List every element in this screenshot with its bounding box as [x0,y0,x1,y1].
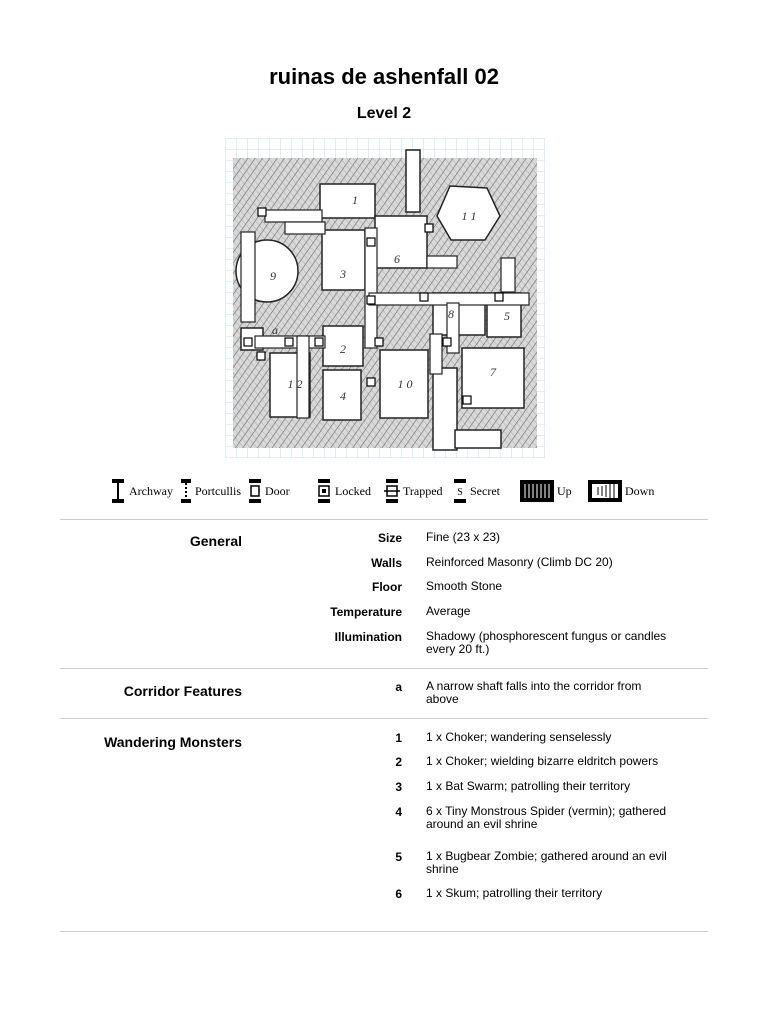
room-label-6: 6 [394,252,400,266]
monster-key-5: 5 [395,850,402,864]
room-label-10: 1 0 [397,377,413,391]
room-label-4: 4 [340,389,346,403]
legend-label: Trapped [403,483,443,498]
room-label-3: 3 [340,267,346,281]
monster-key-6: 6 [395,887,402,901]
floor-key: Floor [372,580,402,594]
monster-key-1: 1 [395,731,402,745]
secret-icon [453,479,467,503]
monster-key-4: 4 [395,805,402,819]
stairs-down-icon [588,479,622,503]
monster-value-3: 1 x Bat Swarm; patrolling their territory [426,779,631,793]
legend-label: Portcullis [195,483,242,498]
monster-value-6: 1 x Skum; patrolling their territory [426,886,603,900]
archway-icon [110,479,126,503]
legend-down [588,478,654,504]
legend-label: Down [625,483,655,498]
size-value: Fine (23 x 23) [426,530,501,544]
legend-label: Secret [470,483,500,498]
section-divider [60,718,708,719]
trapped-icon [384,479,400,503]
section-divider [60,519,708,520]
room-label-2: 2 [340,342,346,356]
room-label-1: 1 [352,193,358,207]
monster-key-3: 3 [395,780,402,794]
size-key: Size [377,531,402,545]
section-divider [60,931,708,932]
legend-portcullis [180,478,241,504]
wandering-section-label: Wandering Monsters [104,734,242,750]
walls-key: Walls [371,556,402,570]
locked-icon [316,479,332,503]
legend-trapped [384,478,443,504]
room-label-5: 5 [504,309,510,323]
temperature-value: Average [426,604,471,618]
room-label-7: 7 [490,365,496,379]
map-legend [110,478,670,504]
room-label-8: 8 [448,307,454,321]
walls-value: Reinforced Masonry (Climb DC 20) [426,555,613,569]
floor-value: Smooth Stone [426,579,503,593]
legend-archway [110,478,173,504]
legend-up [520,478,572,504]
monster-value-4: 6 x Tiny Monstrous Spider (vermin); gathered around an evil shrine [426,804,667,831]
legend-label: Door [265,483,290,498]
door-icon [248,479,262,503]
monster-value-1: 1 x Choker; wandering senselessly [426,730,612,744]
monster-value-2: 1 x Choker; wielding bizarre eldritch powers [426,754,659,768]
page-title: ruinas de ashenfall 02 [269,64,499,89]
legend-label: Locked [335,483,371,498]
svg-text:S: S [457,487,463,498]
legend-locked [316,478,371,504]
stairs-up-icon [520,479,554,503]
legend-label: Up [557,483,572,498]
legend-door [248,478,290,504]
corridor-section-label: Corridor Features [123,683,242,699]
level-subtitle: Level 2 [356,105,412,122]
monster-value-5: 1 x Bugbear Zombie; gathered around an evil shrine [426,849,667,876]
corridor-value-a: A narrow shaft falls into the corridor from above [426,679,642,706]
illumination-value: Shadowy (phosphorescent fungus or candles every 20 ft.) [426,629,667,656]
room-label-a: a [272,323,278,337]
general-section-label: General [189,533,242,549]
room-label-9: 9 [270,269,276,283]
corridor-key-a: a [395,680,402,694]
dungeon-map [225,138,545,458]
legend-label: Archway [129,483,173,498]
section-divider [60,668,708,669]
illumination-key: Illumination [334,630,402,644]
portcullis-icon [180,479,192,503]
room-label-12: 1 2 [287,377,303,391]
room-label-11: 1 1 [461,209,477,223]
legend-secret [453,478,500,504]
monster-key-2: 2 [395,755,402,769]
temperature-key: Temperature [330,605,402,619]
